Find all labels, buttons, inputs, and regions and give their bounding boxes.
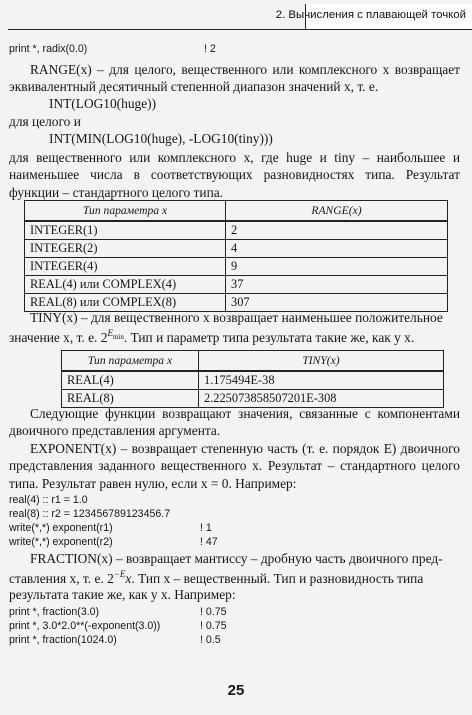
table-row bbox=[62, 371, 444, 390]
header-rule bbox=[8, 29, 472, 30]
table-header-param: Тип параметра x bbox=[62, 351, 199, 372]
range-formula-int: INT(LOG10(huge)) bbox=[49, 96, 157, 111]
table-cell: 9 bbox=[226, 258, 448, 276]
code-comment: ! 0.75 bbox=[200, 620, 227, 632]
tiny-line2 bbox=[9, 328, 414, 346]
table-cell: 2.225073858507201E-308 bbox=[199, 390, 444, 408]
table-cell: 307 bbox=[226, 294, 448, 312]
table-cell: REAL(8) bbox=[62, 390, 199, 408]
fraction-formula: $2^{-E}x$ bbox=[107, 569, 132, 586]
table-header-range: RANGE(x) bbox=[226, 201, 448, 222]
code-line: write(*,*) exponent(r1) bbox=[9, 522, 113, 534]
tiny-text-pre: значение x, т. е. bbox=[9, 330, 98, 345]
exponent-description: EXPONENT(x) – возвращает степенную часть (т. е. порядок E) двоичного представления заданного вещественного x. Результат – стандартного целого типа. Результат равен нулю, если x = 0. Например: bbox=[9, 441, 460, 491]
fraction-line1: FRACTION(x) – возвращает мантиссу – дробную часть двоичного пред- bbox=[30, 551, 443, 566]
table-cell: REAL(8) или COMPLEX(8) bbox=[25, 294, 226, 312]
range-formula-real: INT(MIN(LOG10(huge), -LOG10(tiny))) bbox=[49, 131, 273, 146]
fraction-text-post: . Тип x – вещественный. Тип и разновидность типа bbox=[131, 571, 424, 586]
code-line: real(8) :: r2 = 123456789123456.7 bbox=[9, 508, 171, 520]
table-row bbox=[25, 294, 448, 312]
table-cell: 37 bbox=[226, 276, 448, 294]
range-description bbox=[9, 61, 460, 96]
table-header-row bbox=[62, 351, 444, 372]
table-row bbox=[25, 221, 448, 240]
code-comment: ! 1 bbox=[200, 522, 212, 534]
table-row bbox=[25, 258, 448, 276]
range-table bbox=[24, 200, 448, 312]
running-header bbox=[0, 0, 472, 32]
fraction-line2 bbox=[9, 569, 423, 587]
header-title: 2. Вычисления с плавающей точкой bbox=[275, 9, 466, 21]
code-line: print *, fraction(3.0) bbox=[9, 606, 100, 618]
table-cell: REAL(4) или COMPLEX(4) bbox=[25, 276, 226, 294]
table-cell: INTEGER(2) bbox=[25, 240, 226, 258]
code-line: write(*,*) exponent(r2) bbox=[9, 536, 113, 548]
tiny-text-post: . Тип и параметр типа результата такие же, как у x. bbox=[123, 330, 415, 345]
table-header-row bbox=[25, 201, 448, 222]
table-cell: 1.175494E-38 bbox=[199, 371, 444, 390]
tiny-line1: TINY(x) – для вещественного x возвращает наименьшее положительное bbox=[30, 310, 443, 325]
table-cell: REAL(4) bbox=[62, 371, 199, 390]
table-row bbox=[25, 240, 448, 258]
table-cell: 2 bbox=[226, 221, 448, 240]
code-line: real(4) :: r1 = 1.0 bbox=[9, 494, 88, 506]
tiny-formula: $2^{E_{min}}$ bbox=[100, 328, 124, 345]
range-for-integer: для целого и bbox=[9, 114, 81, 129]
page-number: 25 bbox=[227, 682, 245, 699]
table-row bbox=[25, 276, 448, 294]
code-line: print *, fraction(1024.0) bbox=[9, 634, 117, 646]
table-header-tiny: TINY(x) bbox=[199, 351, 444, 372]
binary-intro: Следующие функции возвращают значения, связанные с компонентами двоичного представления аргумента. bbox=[9, 406, 460, 439]
table-cell: INTEGER(1) bbox=[25, 221, 226, 240]
table-header-param: Тип параметра x bbox=[25, 201, 226, 222]
fraction-line3: результата такие же, как у x. Например: bbox=[9, 587, 236, 602]
code-radix-comment: ! 2 bbox=[204, 43, 216, 55]
code-comment: ! 0.75 bbox=[200, 606, 227, 618]
code-comment: ! 0.5 bbox=[200, 634, 221, 646]
range-text: RANGE(x) – для целого, вещественного или комплексного x возвращает эквивалентный десятичный степенной диапазон значений x, т. е. bbox=[9, 62, 460, 95]
table-cell: INTEGER(4) bbox=[25, 258, 226, 276]
table-cell: 4 bbox=[226, 240, 448, 258]
code-line: print *, 3.0*2.0**(-exponent(3.0)) bbox=[9, 620, 161, 632]
code-radix: print *, radix(0.0) bbox=[9, 43, 88, 55]
tiny-table bbox=[61, 350, 444, 408]
range-explanation: для вещественного или комплексного x, где huge и tiny – наибольшее и наименьшее числа в соответствующих разновидностях типа. Результат функции – стандартного целого типа. bbox=[9, 150, 460, 200]
code-comment: ! 47 bbox=[200, 536, 218, 548]
fraction-text-pre: ставления x, т. е. bbox=[9, 571, 104, 586]
